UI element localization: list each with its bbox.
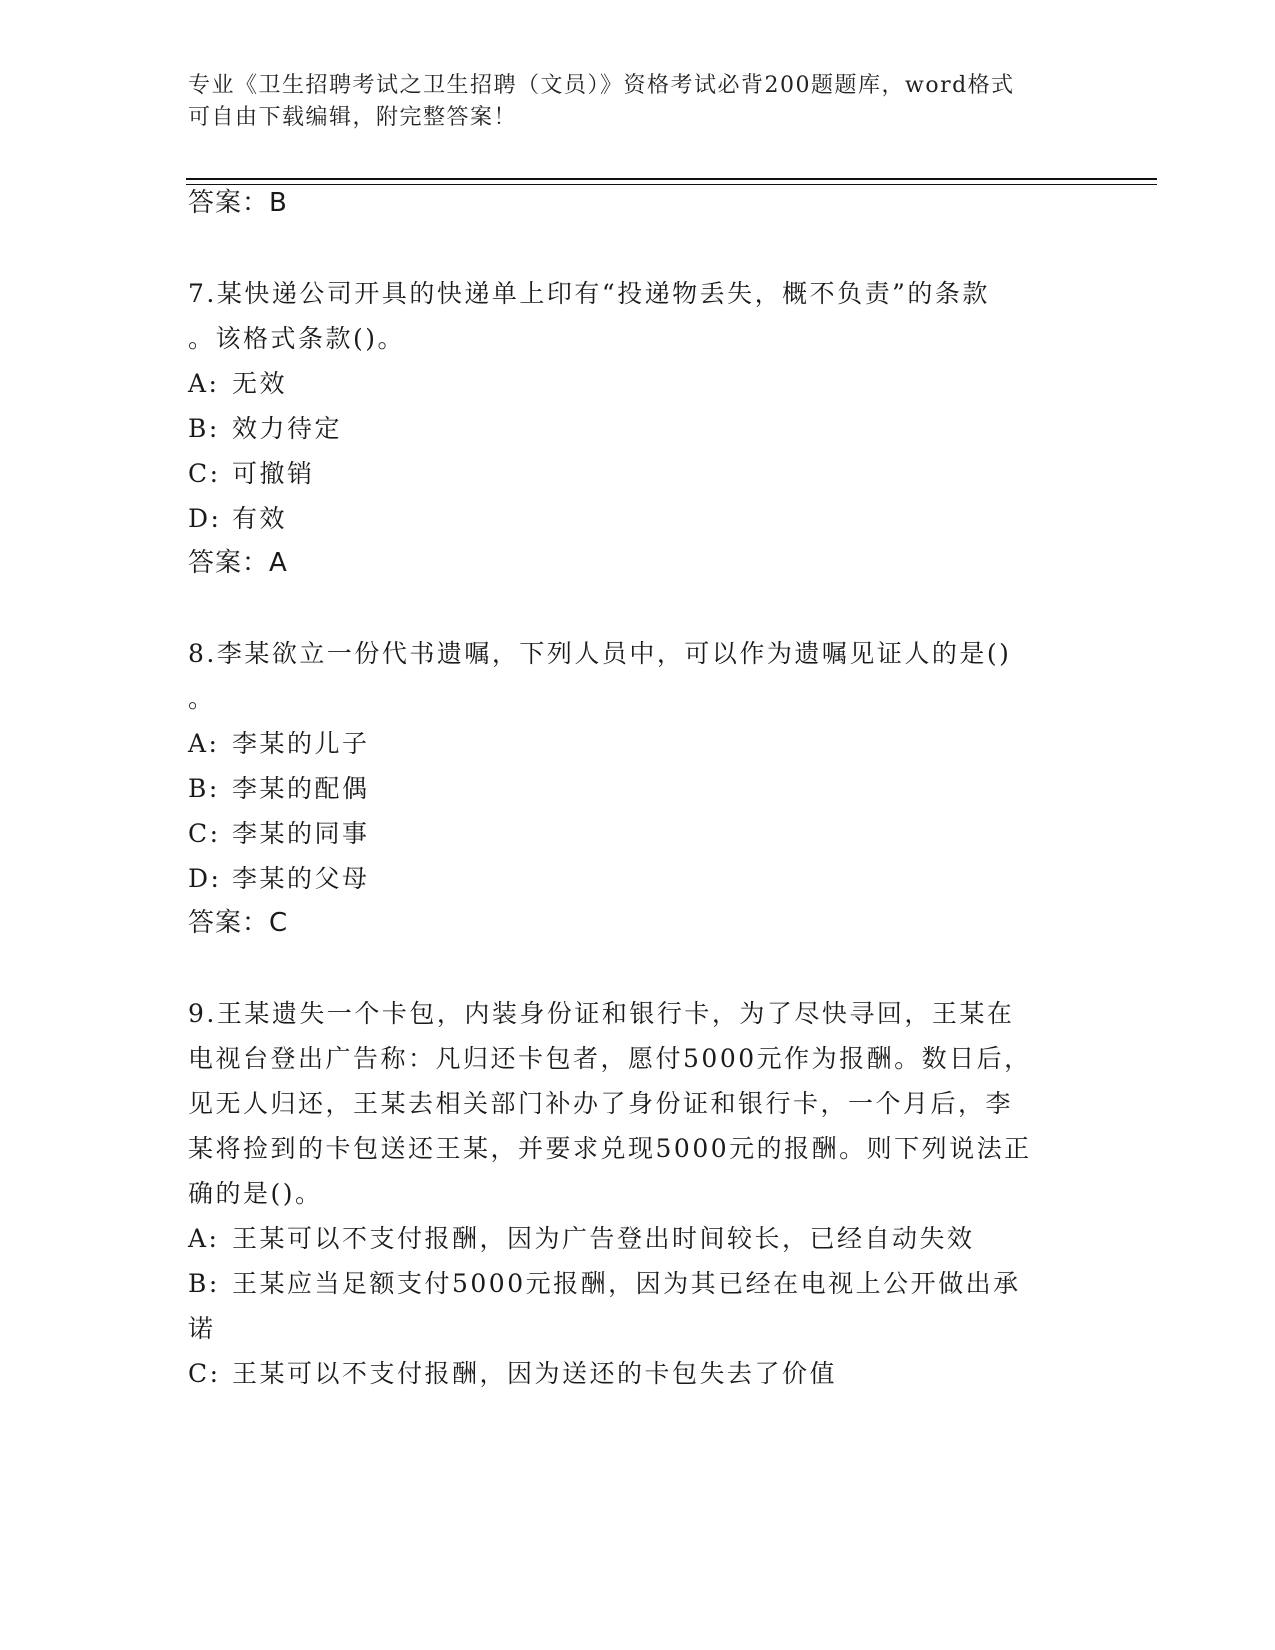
question-7-option-d: D: 有效: [188, 504, 288, 533]
question-8-option-d: D: 李某的父母: [188, 864, 370, 893]
header-line-2: 可自由下载编辑，附完整答案！: [188, 105, 518, 130]
question-8: [188, 631, 1078, 946]
document-header: [188, 70, 1068, 134]
document-body: [188, 181, 1078, 1396]
question-9-text-line-2: 电视台登出广告称：凡归还卡包者，愿付5000元作为报酬。数日后，: [188, 1044, 1032, 1073]
question-9-text-line-3: 见无人归还，王某去相关部门补办了身份证和银行卡，一个月后，李: [188, 1089, 1014, 1118]
answer-previous: 答案：B: [188, 188, 288, 218]
question-7-option-a: A: 无效: [188, 369, 288, 398]
question-9-text-line-4: 某将捡到的卡包送还王某，并要求兑现5000元的报酬。则下列说法正: [188, 1134, 1032, 1163]
question-9-option-a: A: 王某可以不支付报酬，因为广告登出时间较长，已经自动失效: [188, 1224, 975, 1253]
question-7-option-c: C: 可撤销: [188, 459, 315, 488]
question-8-option-a: A: 李某的儿子: [188, 729, 370, 758]
question-9-option-b-continued: 诺: [188, 1314, 216, 1343]
question-7-text-line-2: 。该格式条款()。: [188, 324, 406, 353]
question-9-text-line-1: 9.王某遗失一个卡包，内装身份证和银行卡，为了尽快寻回，王某在: [188, 999, 1015, 1028]
question-8-option-b: B: 李某的配偶: [188, 774, 370, 803]
question-9: [188, 991, 1078, 1396]
question-8-answer: 答案：C: [188, 908, 289, 938]
header-rule-thick: [186, 178, 1157, 180]
question-9-option-c: C: 王某可以不支付报酬，因为送还的卡包失去了价值: [188, 1359, 838, 1388]
question-9-text-line-5: 确的是()。: [188, 1179, 323, 1208]
question-8-text-line-2: 。: [188, 684, 216, 713]
question-7-text-line-1: 7.某快递公司开具的快递单上印有“投递物丢失，概不负责”的条款: [188, 279, 990, 308]
header-line-1: 专业《卫生招聘考试之卫生招聘（文员）》资格考试必背200题题库，word格式: [188, 73, 1015, 98]
question-8-text-line-1: 8.李某欲立一份代书遗嘱，下列人员中，可以作为遗嘱见证人的是(): [188, 639, 1012, 668]
question-7-answer: 答案：A: [188, 548, 288, 578]
question-7: [188, 271, 1078, 586]
question-7-option-b: B: 效力待定: [188, 414, 343, 443]
question-8-option-c: C: 李某的同事: [188, 819, 370, 848]
question-9-option-b: B: 王某应当足额支付5000元报酬，因为其已经在电视上公开做出承: [188, 1269, 1021, 1298]
